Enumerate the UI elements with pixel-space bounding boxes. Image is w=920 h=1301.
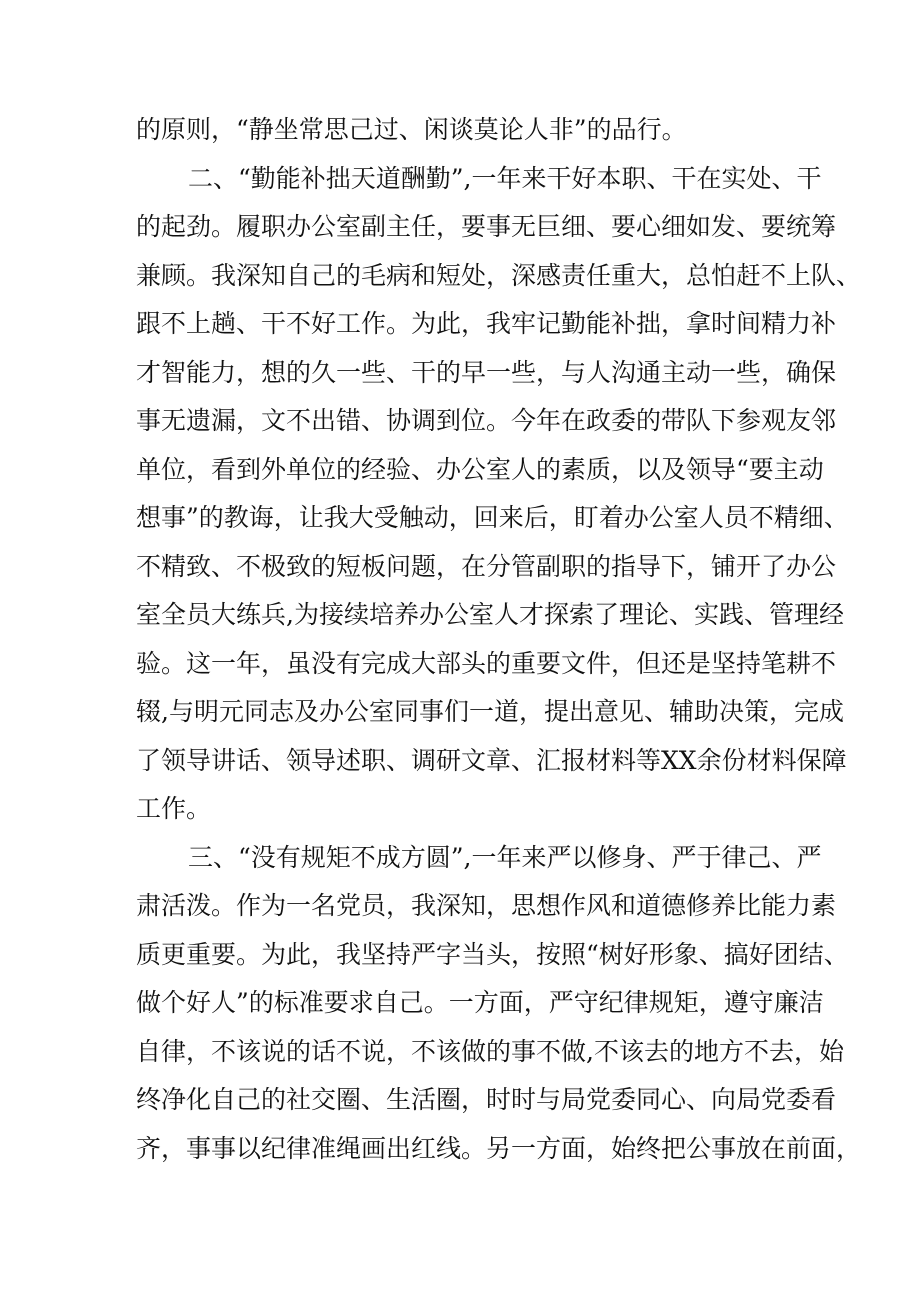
text-line: 齐，事事以纪律准绳画出红线。另一方面，始终把公事放在前面， [136, 1133, 862, 1163]
text-line: 的原则，“静坐常思己过、闲谈莫论人非”的品行。 [136, 115, 687, 144]
text-line: 做个好人”的标准要求自己。一方面，严守纪律规矩，遵守廉洁 [136, 988, 824, 1017]
paragraph-p0 [136, 106, 796, 155]
text-line: 了领导讲话、领导述职、调研文章、汇报材料等XX余份材料保障 [136, 745, 847, 775]
text-line: 终净化自己的社交圈、生活圈，时时与局党委同心、向局党委看 [136, 1085, 837, 1114]
text-line: 验。这一年，虽没有完成大部头的重要文件，但还是坚持笔耕不 [136, 648, 837, 678]
text-line: 质更重要。为此，我坚持严字当头，按照“树好形象、搞好团结、 [136, 939, 849, 969]
text-line: 二、“勤能补拙天道酬勤”,一年来干好本职、干在实处、干 [188, 163, 822, 193]
text-line: 自律，不该说的话不说，不该做的事不做,不该去的地方不去，始 [136, 1036, 844, 1066]
text-line: 肃活泼。作为一名党员，我深知，思想作风和道德修养比能力素 [136, 891, 837, 920]
text-line: 跟不上趟、干不好工作。为此，我牢记勤能补拙，拿时间精力补 [136, 309, 837, 338]
paragraph-p2 [136, 834, 862, 1174]
text-line: 三、“没有规矩不成方圆”,一年来严以修身、严于律己、严 [188, 842, 822, 872]
paragraph-p1 [136, 155, 862, 834]
text-line: 单位，看到外单位的经验、办公室人的素质，以及领导“要主动 [136, 454, 824, 484]
text-line: 辍,与明元同志及办公室同事们一道，提出意见、辅助决策，完成 [136, 697, 844, 726]
text-line: 兼顾。我深知自己的毛病和短处，深感责任重大，总怕赶不上队、 [136, 260, 862, 290]
text-line: 室全员大练兵,为接续培养办公室人才探索了理论、实践、管理经 [136, 600, 844, 629]
text-line: 才智能力，想的久一些、干的早一些，与人沟通主动一些，确保 [136, 357, 837, 387]
text-line: 想事”的教诲，让我大受触动，回来后，盯着办公室人员不精细、 [136, 503, 849, 532]
document-body [136, 106, 862, 1173]
text-line: 事无遗漏，文不出错、协调到位。今年在政委的带队下参观友邻 [136, 406, 837, 435]
text-line: 的起劲。履职办公室副主任，要事无巨细、要心细如发、要统筹 [136, 212, 837, 241]
text-line: 工作。 [136, 794, 212, 823]
text-line: 不精致、不极致的短板问题，在分管副职的指导下，铺开了办公 [136, 551, 837, 581]
